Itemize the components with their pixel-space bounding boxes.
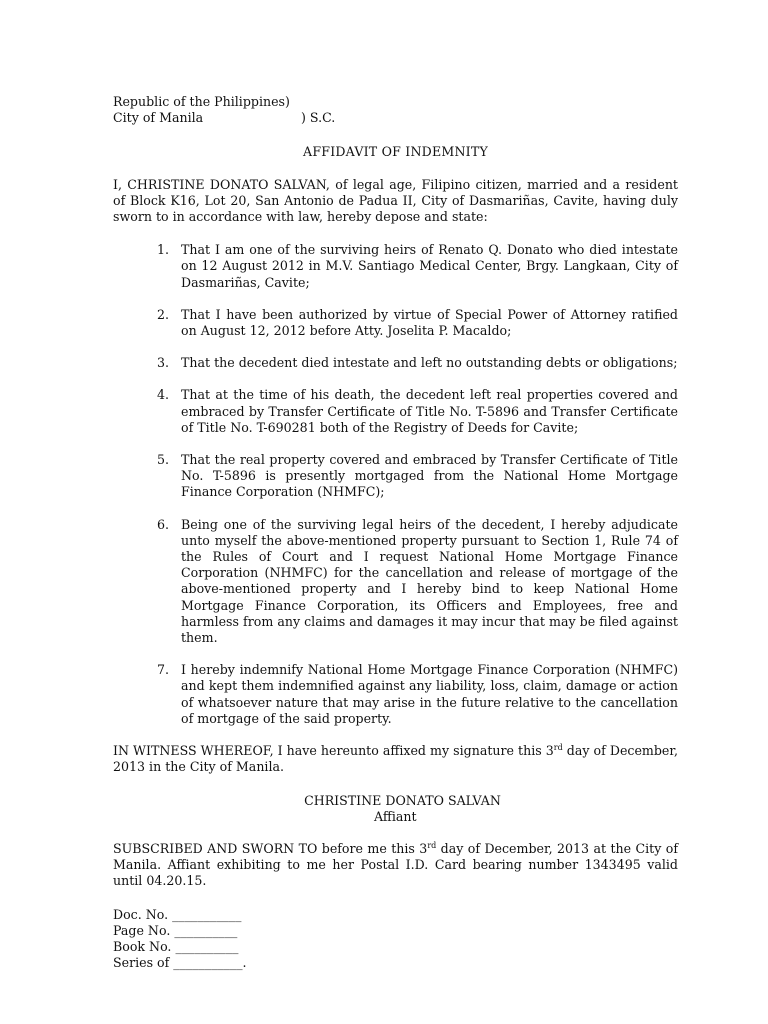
affidavit-document xyxy=(113,94,678,971)
statements-list xyxy=(113,242,678,727)
witness-ordinal-suffix: rd xyxy=(553,743,563,753)
jurat-text-end: day of December, 2013 at the City of Manila. Affiant exhibiting to me her Postal I.D. Card bearing number 1343495 valid until 04.20.15. xyxy=(113,840,678,889)
venue-republic: Republic of the Philippines) xyxy=(113,94,290,109)
document-title: AFFIDAVIT OF INDEMNITY xyxy=(303,144,488,160)
item-number: 4. xyxy=(156,387,169,403)
item-text: That I have been authorized by virtue of Special Power of Attorney ratified on August 12, 2012 before Atty. Joselita P. Macaldo; xyxy=(181,306,678,339)
affiant-label: Affiant xyxy=(374,808,417,824)
list-item xyxy=(113,307,678,339)
jurat-ordinal-suffix: rd xyxy=(427,840,437,850)
affiant-name: CHRISTINE DONATO SALVAN xyxy=(304,792,501,808)
item-text: That I am one of the surviving heirs of Renato Q. Donato who died intestate on 12 August 2012 in M.V. Santiago Medical Center, Brgy. Langkaan, City of Dasmariñas, Cavite; xyxy=(181,242,678,290)
book-no-line: Book No. __________ xyxy=(113,938,239,954)
series-line: Series of ___________. xyxy=(113,955,247,971)
item-number: 1. xyxy=(156,242,169,258)
item-text: That the decedent died intestate and left no outstanding debts or obligations; xyxy=(181,355,678,371)
list-item xyxy=(113,387,678,436)
item-number: 2. xyxy=(156,306,169,322)
item-text: That at the time of his death, the decedent left real properties covered and embraced by Transfer Certificate of Title No. T-5896 and Transfer Certificate of Title No. T-690281 both of the Registry of Deeds for Cavite; xyxy=(181,387,678,435)
item-text: That the real property covered and embraced by Transfer Certificate of Title No. T-5896 is presently mortgaged from the National Home Mortgage Finance Corporation (NHMFC); xyxy=(181,452,678,500)
jurat-text-start: SUBSCRIBED AND SWORN TO before me this 3 xyxy=(113,840,428,856)
doc-no-line: Doc. No. ___________ xyxy=(113,906,242,922)
signature-block xyxy=(113,793,678,825)
item-text: I hereby indemnify National Home Mortgage Finance Corporation (NHMFC) and kept them indemnified against any liability, loss, claim, damage or action of whatsoever nature that may arise in the future relative to the cancellation of mortgage of the said property. xyxy=(181,662,678,726)
venue-sc: ) S.C. xyxy=(301,110,336,126)
item-number: 6. xyxy=(156,516,169,532)
list-item xyxy=(113,242,678,291)
item-number: 5. xyxy=(156,452,169,468)
witness-paragraph xyxy=(113,743,678,775)
list-item xyxy=(113,452,678,501)
item-text: Being one of the surviving legal heirs of the decedent, I hereby adjudicate unto myself the above-mentioned property pursuant to Section 1, Rule 74 of the Rules of Court and I request National Home Mortgage Finance Corporation (NHMFC) for the cancellation and release of mortgage of the above-mentioned property and I hereby bind to keep National Home Mortgage Finance Corporation, its Officers and Employees, free and harmless from any claims and damages it may incur that may be filed against them. xyxy=(181,516,678,646)
venue-block xyxy=(113,94,678,126)
intro-paragraph: I, CHRISTINE DONATO SALVAN, of legal age, Filipino citizen, married and a resident of Block K16, Lot 20, San Antonio de Padua II, City of Dasmariñas, Cavite, having duly sworn to in accordance with law, hereby depose and state: xyxy=(113,176,678,225)
venue-city: City of Manila xyxy=(113,110,204,126)
page-no-line: Page No. __________ xyxy=(113,922,238,938)
notarial-register xyxy=(113,907,678,972)
list-item xyxy=(113,517,678,647)
list-item xyxy=(113,355,678,371)
witness-text-end: day of December, 2013 in the City of Manila. xyxy=(113,743,678,775)
venue-spacer xyxy=(301,94,678,110)
witness-text-start: IN WITNESS WHEREOF, I have hereunto affixed my signature this 3 xyxy=(113,743,554,759)
item-number: 3. xyxy=(156,355,169,371)
list-item xyxy=(113,662,678,727)
jurat-paragraph xyxy=(113,841,678,890)
item-number: 7. xyxy=(156,662,169,678)
